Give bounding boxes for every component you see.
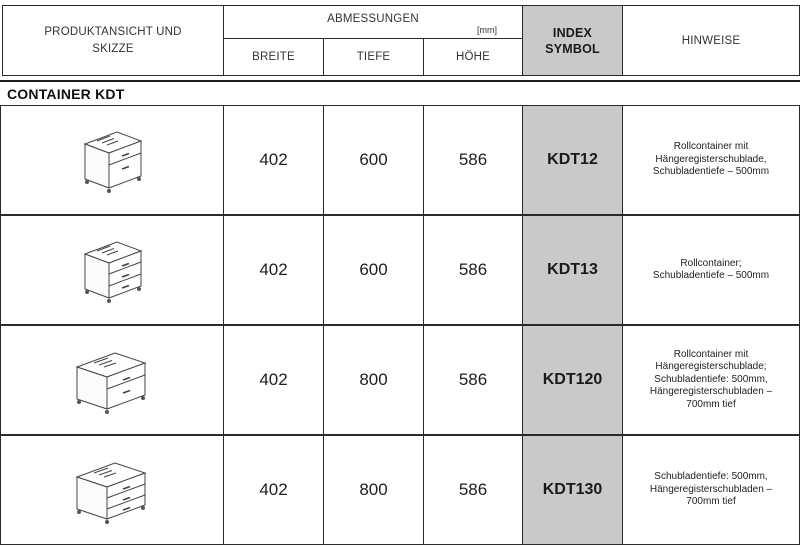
- cell-depth: 800: [323, 435, 424, 545]
- product-sketch: [0, 435, 224, 545]
- header-index-symbol-label: INDEX SYMBOL: [545, 25, 600, 56]
- cell-depth: 600: [323, 215, 424, 325]
- cell-height: 586: [423, 215, 523, 325]
- pedestal-3-drawers-icon: [77, 234, 147, 306]
- table-row: [0, 105, 800, 215]
- header-notes-label: HINWEISE: [681, 34, 741, 47]
- cell-width: 402: [223, 435, 324, 545]
- header-notes: [622, 5, 800, 76]
- cell-width: 402: [223, 215, 324, 325]
- cell-index-symbol: KDT12: [522, 105, 623, 215]
- product-sketch: [0, 325, 224, 435]
- cell-height: 586: [423, 105, 523, 215]
- header-dimensions-label: ABMESSUNGEN: [327, 13, 419, 25]
- header-product-view: [2, 5, 224, 76]
- header-height: [423, 38, 523, 76]
- table-row: [0, 435, 800, 545]
- cell-depth: 800: [323, 325, 424, 435]
- cell-height: 586: [423, 325, 523, 435]
- header-depth-label: TIEFE: [356, 51, 391, 63]
- table-row: [0, 325, 800, 435]
- cell-notes: Schubladentiefe: 500mm, Hängeregisterschubladen – 700mm tief: [622, 435, 800, 545]
- product-sketch: [0, 215, 224, 325]
- header-width-label: BREITE: [252, 51, 295, 63]
- cell-height: 586: [423, 435, 523, 545]
- header-height-label: HÖHE: [455, 51, 491, 63]
- header-index-symbol: [522, 5, 623, 76]
- pedestal-deep-3-drawers-icon: [72, 453, 152, 527]
- pedestal-deep-1-drawer-icon: [72, 343, 152, 417]
- header-unit: [mm]: [477, 25, 497, 35]
- cell-index-symbol: KDT13: [522, 215, 623, 325]
- table-row: [0, 215, 800, 325]
- section-title: CONTAINER KDT: [7, 86, 125, 102]
- header-width: [223, 38, 324, 76]
- cell-index-symbol: KDT120: [522, 325, 623, 435]
- cell-width: 402: [223, 325, 324, 435]
- pedestal-1-drawer-icon: [77, 124, 147, 196]
- header-divider: [0, 80, 800, 82]
- cell-notes: Rollcontainer mit Hängeregisterschublade; Schubladentiefe: 500mm, Hängeregisterschubladen – 700mm tief: [622, 325, 800, 435]
- cell-index-symbol: KDT130: [522, 435, 623, 545]
- header-product-view-label: PRODUKTANSICHT UND SKIZZE: [44, 25, 182, 55]
- cell-depth: 600: [323, 105, 424, 215]
- cell-notes: Rollcontainer mit Hängeregisterschublade, Schubladentiefe – 500mm: [622, 105, 800, 215]
- cell-width: 402: [223, 105, 324, 215]
- cell-notes: Rollcontainer; Schubladentiefe – 500mm: [622, 215, 800, 325]
- table-header: [0, 0, 800, 76]
- product-sketch: [0, 105, 224, 215]
- header-depth: [323, 38, 424, 76]
